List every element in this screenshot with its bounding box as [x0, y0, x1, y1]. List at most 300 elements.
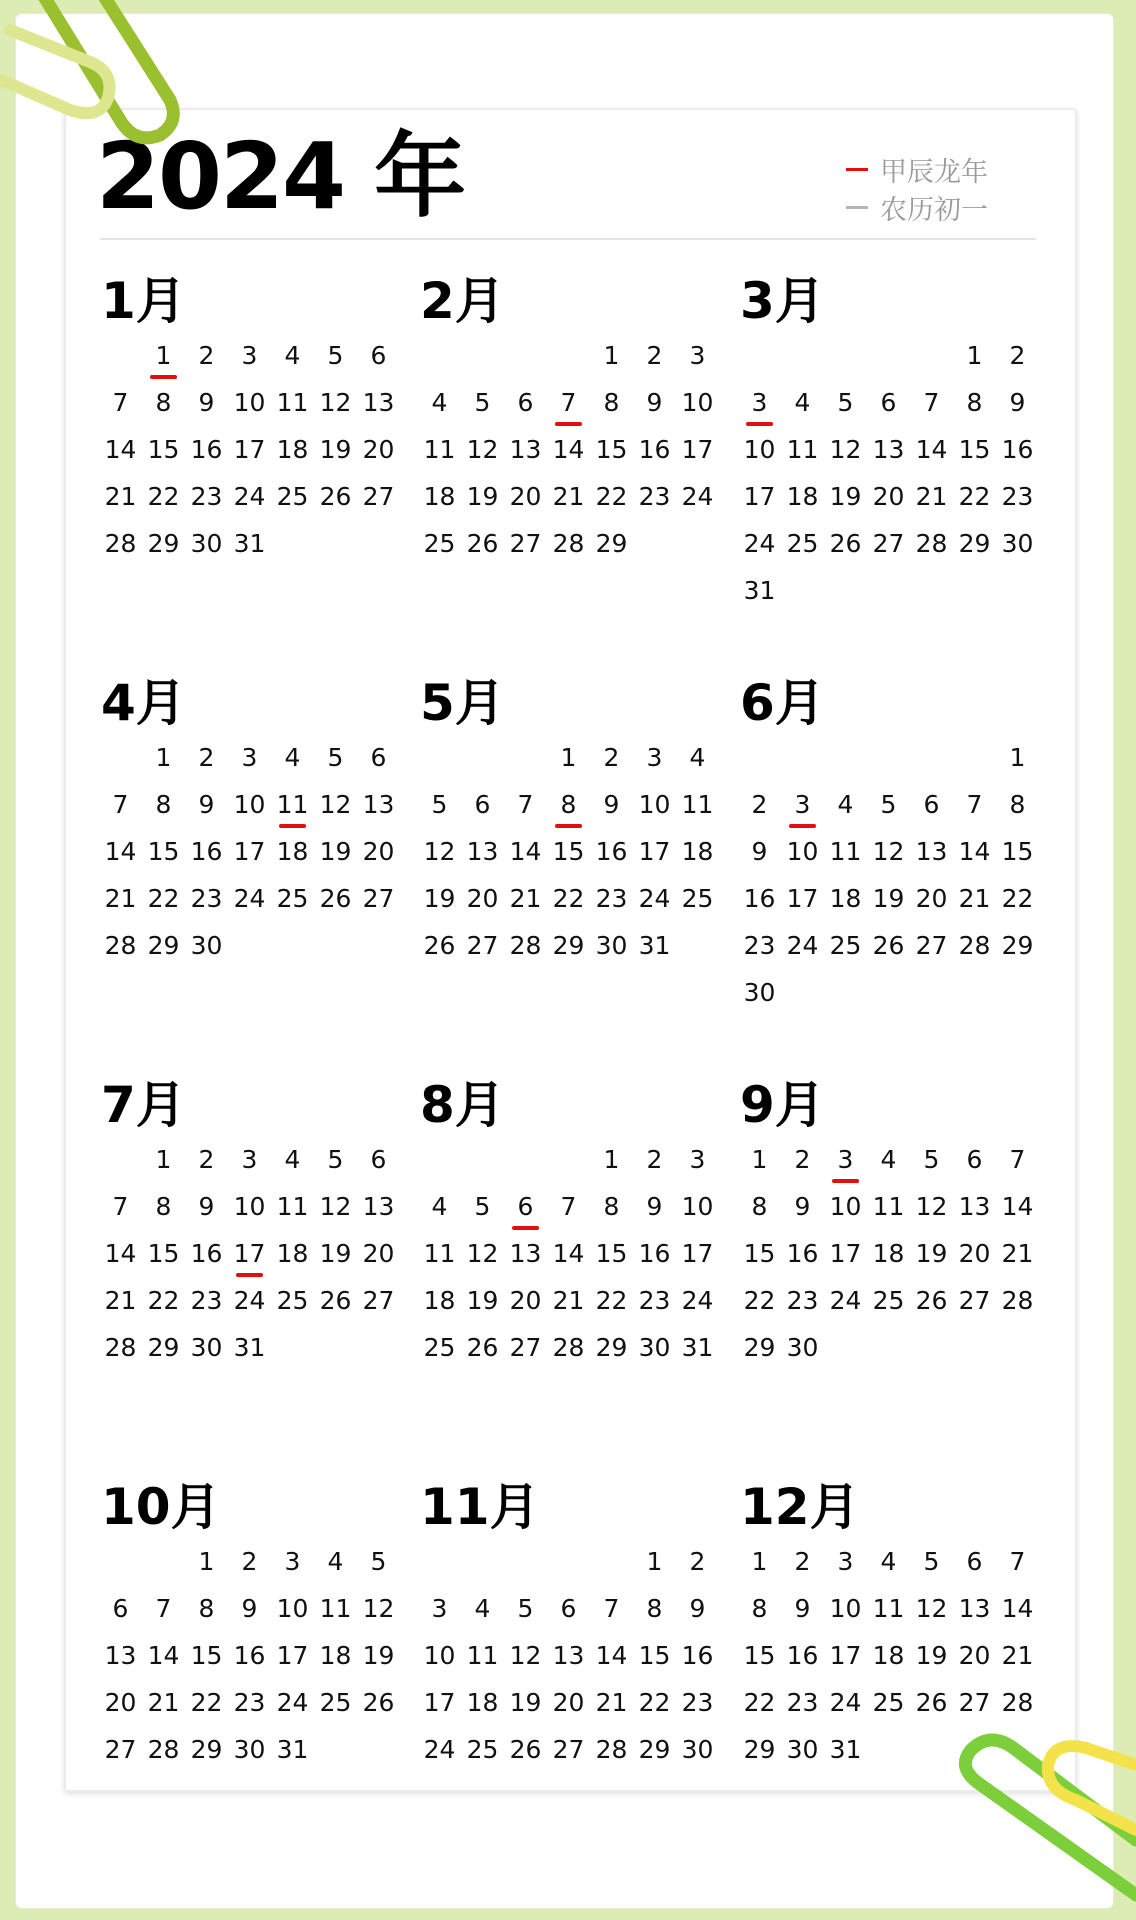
day-cell: 1	[966, 341, 983, 370]
day-cell: 2	[198, 341, 215, 370]
empty-cell	[867, 740, 910, 787]
day-cell: 16	[190, 837, 223, 866]
day-cell: 21	[595, 1688, 628, 1717]
day-cell: 5	[474, 1192, 491, 1221]
day-cell: 6	[517, 388, 534, 417]
day-cell: 25	[276, 482, 309, 511]
day-cell: 25	[829, 931, 862, 960]
day-cell: 2	[794, 1145, 811, 1174]
day-cell: 7	[112, 1192, 129, 1221]
day-cell: 7	[1009, 1547, 1026, 1576]
day-cell: 29	[743, 1735, 776, 1764]
day-cell: 14	[552, 435, 585, 464]
paper-clip-bottom-right-icon	[936, 1690, 1136, 1920]
month-title: 9月	[740, 1076, 825, 1134]
day-cell: 8	[155, 790, 172, 819]
day-cell: 20	[362, 837, 395, 866]
empty-cell	[504, 1142, 547, 1189]
day-cell: 31	[638, 931, 671, 960]
day-cell: 24	[276, 1688, 309, 1717]
day-cell: 3	[837, 1547, 854, 1576]
day-grid	[99, 338, 399, 573]
empty-cell	[99, 338, 142, 385]
day-cell: 17	[233, 837, 266, 866]
day-cell: 28	[552, 1333, 585, 1362]
day-cell: 26	[509, 1735, 542, 1764]
day-cell: 8	[751, 1594, 768, 1623]
day-cell: 28	[104, 931, 137, 960]
day-cell: 4	[689, 743, 706, 772]
day-cell: 21	[958, 884, 991, 913]
day-cell: 31	[233, 1333, 266, 1362]
day-cell: 22	[743, 1286, 776, 1315]
day-cell: 9	[794, 1192, 811, 1221]
empty-cell	[99, 1544, 142, 1591]
day-cell: 13	[362, 1192, 395, 1221]
month-title: 6月	[740, 674, 825, 732]
day-cell: 13	[958, 1192, 991, 1221]
day-cell: 30	[190, 1333, 223, 1362]
empty-cell	[418, 1544, 461, 1591]
month-title: 2月	[420, 272, 505, 330]
empty-cell	[461, 740, 504, 787]
day-cell: 30	[638, 1333, 671, 1362]
day-cell: 4	[284, 1145, 301, 1174]
day-cell: 16	[190, 435, 223, 464]
day-cell: 6	[966, 1145, 983, 1174]
header-divider	[100, 238, 1036, 240]
day-cell: 13	[362, 388, 395, 417]
day-cell: 15	[743, 1641, 776, 1670]
day-cell: 27	[509, 1333, 542, 1362]
day-cell: 26	[915, 1286, 948, 1315]
day-cell: 22	[638, 1688, 671, 1717]
day-cell: 19	[466, 1286, 499, 1315]
day-cell: 23	[1001, 482, 1034, 511]
day-cell: 28	[958, 931, 991, 960]
month-title: 8月	[420, 1076, 505, 1134]
day-cell: 2	[794, 1547, 811, 1576]
day-cell: 20	[509, 1286, 542, 1315]
day-cell: 8	[603, 388, 620, 417]
day-cell: 19	[872, 884, 905, 913]
day-cell: 28	[104, 1333, 137, 1362]
day-cell: 15	[595, 1239, 628, 1268]
day-cell: 4	[284, 743, 301, 772]
day-cell: 27	[104, 1735, 137, 1764]
day-cell: 27	[362, 884, 395, 913]
day-cell: 17	[786, 884, 819, 913]
day-cell: 20	[509, 482, 542, 511]
day-cell: 9	[646, 1192, 663, 1221]
day-cell: 16	[638, 1239, 671, 1268]
day-cell: 6	[474, 790, 491, 819]
day-cell: 20	[362, 1239, 395, 1268]
day-cell: 11	[423, 1239, 456, 1268]
day-cell: 9	[794, 1594, 811, 1623]
day-cell: 31	[276, 1735, 309, 1764]
day-cell: 24	[233, 482, 266, 511]
day-cell: 25	[786, 529, 819, 558]
day-cell: 4	[327, 1547, 344, 1576]
day-cell: 29	[595, 1333, 628, 1362]
day-cell: 29	[595, 529, 628, 558]
day-grid	[418, 1142, 718, 1377]
month-title: 4月	[101, 674, 186, 732]
day-cell: 19	[466, 482, 499, 511]
month-1	[99, 270, 399, 573]
legend-label: 甲辰龙年	[880, 156, 988, 188]
day-cell: 27	[362, 1286, 395, 1315]
day-cell: 2	[751, 790, 768, 819]
day-cell: 24	[638, 884, 671, 913]
day-cell: 11	[319, 1594, 352, 1623]
day-cell: 13	[362, 790, 395, 819]
day-cell: 5	[431, 790, 448, 819]
day-cell: 1	[751, 1547, 768, 1576]
day-cell: 14	[104, 837, 137, 866]
day-cell: 19	[509, 1688, 542, 1717]
empty-cell	[461, 1142, 504, 1189]
day-cell: 18	[681, 837, 714, 866]
day-cell: 13	[509, 435, 542, 464]
day-cell: 27	[872, 529, 905, 558]
day-cell: 23	[786, 1286, 819, 1315]
day-cell: 12	[319, 790, 352, 819]
day-cell: 28	[552, 529, 585, 558]
day-grid	[99, 1544, 399, 1779]
day-cell: 5	[327, 341, 344, 370]
day-cell: 23	[638, 482, 671, 511]
day-cell: 1	[155, 743, 172, 772]
empty-cell	[547, 1544, 590, 1591]
day-grid	[738, 740, 1038, 1022]
day-cell: 18	[276, 837, 309, 866]
day-cell: 4	[284, 341, 301, 370]
day-cell: 29	[958, 529, 991, 558]
month-5	[418, 672, 718, 975]
empty-cell	[418, 740, 461, 787]
day-cell: 5	[474, 388, 491, 417]
month-11	[418, 1476, 718, 1779]
day-cell: 14	[552, 1239, 585, 1268]
day-cell: 7	[1009, 1145, 1026, 1174]
day-cell: 30	[190, 529, 223, 558]
day-cell: 16	[190, 1239, 223, 1268]
day-cell: 23	[681, 1688, 714, 1717]
day-cell-lunar-new-month: 17	[228, 1236, 271, 1283]
day-cell: 10	[423, 1641, 456, 1670]
day-cell: 28	[915, 529, 948, 558]
day-cell: 30	[786, 1735, 819, 1764]
day-cell: 28	[1001, 1688, 1034, 1717]
day-cell: 31	[743, 576, 776, 605]
day-cell: 26	[319, 1286, 352, 1315]
year-title: 2024 年	[96, 123, 465, 230]
day-cell: 10	[786, 837, 819, 866]
day-cell: 6	[880, 388, 897, 417]
day-cell: 3	[241, 1145, 258, 1174]
empty-cell	[504, 1544, 547, 1591]
day-cell: 11	[276, 388, 309, 417]
day-cell: 26	[466, 529, 499, 558]
month-9	[738, 1074, 1038, 1377]
empty-cell	[142, 1544, 185, 1591]
day-cell: 27	[915, 931, 948, 960]
day-cell: 7	[112, 388, 129, 417]
day-cell: 20	[958, 1641, 991, 1670]
day-cell: 1	[1009, 743, 1026, 772]
day-cell-lunar-new-month: 1	[142, 338, 185, 385]
day-cell: 14	[104, 435, 137, 464]
day-cell: 29	[638, 1735, 671, 1764]
day-cell: 14	[595, 1641, 628, 1670]
day-cell: 29	[743, 1333, 776, 1362]
empty-cell	[781, 338, 824, 385]
day-cell: 20	[915, 884, 948, 913]
legend-item-zodiac-year	[846, 150, 988, 188]
day-cell: 8	[751, 1192, 768, 1221]
day-cell: 23	[190, 1286, 223, 1315]
day-cell: 16	[233, 1641, 266, 1670]
day-cell-lunar-new-month: 11	[271, 787, 314, 834]
day-cell: 15	[552, 837, 585, 866]
month-6	[738, 672, 1038, 1022]
day-cell: 12	[829, 435, 862, 464]
day-cell: 14	[147, 1641, 180, 1670]
day-cell: 27	[362, 482, 395, 511]
day-cell: 30	[190, 931, 223, 960]
day-cell: 15	[743, 1239, 776, 1268]
day-cell: 14	[104, 1239, 137, 1268]
day-cell: 21	[104, 884, 137, 913]
day-cell: 10	[681, 388, 714, 417]
day-cell: 8	[603, 1192, 620, 1221]
day-cell: 25	[423, 1333, 456, 1362]
day-cell: 18	[276, 1239, 309, 1268]
day-cell: 2	[603, 743, 620, 772]
month-title: 5月	[420, 674, 505, 732]
day-cell: 2	[1009, 341, 1026, 370]
day-cell: 11	[829, 837, 862, 866]
day-cell: 12	[509, 1641, 542, 1670]
day-cell: 31	[233, 529, 266, 558]
month-title: 10月	[101, 1478, 221, 1536]
day-cell: 8	[155, 388, 172, 417]
day-cell: 10	[233, 790, 266, 819]
day-cell: 22	[595, 482, 628, 511]
day-cell: 22	[552, 884, 585, 913]
day-cell: 24	[681, 482, 714, 511]
day-cell: 10	[829, 1192, 862, 1221]
day-cell: 15	[958, 435, 991, 464]
month-10	[99, 1476, 399, 1779]
day-cell: 21	[552, 1286, 585, 1315]
day-grid	[418, 740, 718, 975]
day-cell: 6	[966, 1547, 983, 1576]
day-cell: 15	[1001, 837, 1034, 866]
day-cell: 20	[958, 1239, 991, 1268]
day-cell: 26	[423, 931, 456, 960]
day-cell: 8	[1009, 790, 1026, 819]
day-cell: 26	[872, 931, 905, 960]
day-cell: 21	[1001, 1641, 1034, 1670]
day-cell: 14	[915, 435, 948, 464]
day-cell: 8	[198, 1594, 215, 1623]
day-cell: 23	[233, 1688, 266, 1717]
day-cell: 18	[423, 1286, 456, 1315]
day-cell: 10	[638, 790, 671, 819]
day-cell: 5	[837, 388, 854, 417]
day-cell: 24	[829, 1688, 862, 1717]
day-cell: 31	[681, 1333, 714, 1362]
day-cell: 18	[872, 1239, 905, 1268]
day-cell: 23	[190, 482, 223, 511]
day-cell: 30	[233, 1735, 266, 1764]
day-cell: 4	[837, 790, 854, 819]
month-title: 12月	[740, 1478, 860, 1536]
day-cell: 10	[233, 1192, 266, 1221]
day-cell: 9	[751, 837, 768, 866]
day-cell-lunar-new-month: 3	[824, 1142, 867, 1189]
empty-cell	[824, 740, 867, 787]
day-cell: 12	[915, 1192, 948, 1221]
day-cell: 4	[431, 1192, 448, 1221]
day-cell: 9	[1009, 388, 1026, 417]
day-cell-lunar-new-month: 3	[738, 385, 781, 432]
paper-clip-top-left-icon	[0, 0, 200, 160]
empty-cell	[547, 338, 590, 385]
day-cell: 7	[517, 790, 534, 819]
day-cell: 29	[147, 529, 180, 558]
day-cell: 24	[743, 529, 776, 558]
day-cell: 25	[872, 1286, 905, 1315]
day-cell: 15	[190, 1641, 223, 1670]
day-cell: 28	[1001, 1286, 1034, 1315]
day-cell: 15	[638, 1641, 671, 1670]
day-cell: 20	[362, 435, 395, 464]
day-cell: 9	[198, 1192, 215, 1221]
day-cell: 3	[646, 743, 663, 772]
day-cell: 3	[689, 341, 706, 370]
day-cell: 19	[319, 837, 352, 866]
day-cell: 19	[362, 1641, 395, 1670]
day-cell: 29	[147, 1333, 180, 1362]
day-cell: 19	[423, 884, 456, 913]
day-cell: 12	[872, 837, 905, 866]
day-cell: 8	[646, 1594, 663, 1623]
day-cell: 24	[681, 1286, 714, 1315]
day-cell: 31	[829, 1735, 862, 1764]
day-grid	[99, 1142, 399, 1377]
day-cell: 29	[147, 931, 180, 960]
day-cell: 1	[155, 1145, 172, 1174]
day-cell: 20	[466, 884, 499, 913]
day-cell: 5	[370, 1547, 387, 1576]
day-cell: 17	[743, 482, 776, 511]
day-cell: 19	[915, 1641, 948, 1670]
day-cell: 17	[681, 1239, 714, 1268]
day-cell: 2	[646, 341, 663, 370]
day-cell: 4	[794, 388, 811, 417]
empty-cell	[461, 338, 504, 385]
day-cell: 18	[786, 482, 819, 511]
day-cell: 26	[319, 482, 352, 511]
day-cell: 23	[638, 1286, 671, 1315]
day-cell: 22	[147, 1286, 180, 1315]
day-cell: 22	[1001, 884, 1034, 913]
day-cell: 25	[276, 1286, 309, 1315]
day-cell: 4	[880, 1547, 897, 1576]
day-cell: 2	[689, 1547, 706, 1576]
day-cell: 9	[198, 388, 215, 417]
day-cell: 28	[509, 931, 542, 960]
month-title: 1月	[101, 272, 186, 330]
day-cell: 17	[423, 1688, 456, 1717]
empty-cell	[824, 338, 867, 385]
empty-cell	[953, 740, 996, 787]
day-cell: 10	[233, 388, 266, 417]
day-cell: 22	[147, 884, 180, 913]
month-8	[418, 1074, 718, 1377]
day-cell-lunar-new-month: 3	[781, 787, 824, 834]
empty-cell	[547, 1142, 590, 1189]
day-cell: 8	[155, 1192, 172, 1221]
month-2	[418, 270, 718, 573]
day-cell: 7	[603, 1594, 620, 1623]
day-cell: 2	[646, 1145, 663, 1174]
day-cell: 3	[431, 1594, 448, 1623]
empty-cell	[738, 740, 781, 787]
day-cell: 11	[423, 435, 456, 464]
day-cell: 26	[915, 1688, 948, 1717]
month-3	[738, 270, 1038, 620]
day-cell: 5	[517, 1594, 534, 1623]
day-cell: 11	[276, 1192, 309, 1221]
day-cell: 6	[370, 743, 387, 772]
day-cell: 16	[595, 837, 628, 866]
day-cell: 22	[743, 1688, 776, 1717]
day-cell: 22	[190, 1688, 223, 1717]
empty-cell	[99, 1142, 142, 1189]
day-cell: 23	[190, 884, 223, 913]
day-cell: 16	[786, 1641, 819, 1670]
day-cell: 4	[431, 388, 448, 417]
empty-cell	[504, 740, 547, 787]
month-title: 11月	[420, 1478, 540, 1536]
day-cell: 11	[872, 1594, 905, 1623]
day-cell: 28	[104, 529, 137, 558]
day-cell: 10	[743, 435, 776, 464]
day-cell: 15	[147, 837, 180, 866]
day-cell: 6	[112, 1594, 129, 1623]
empty-cell	[910, 740, 953, 787]
empty-cell	[418, 1142, 461, 1189]
day-cell: 7	[966, 790, 983, 819]
day-cell: 27	[958, 1286, 991, 1315]
day-cell: 9	[603, 790, 620, 819]
day-cell: 29	[552, 931, 585, 960]
day-cell: 14	[509, 837, 542, 866]
day-cell: 17	[829, 1641, 862, 1670]
day-cell: 30	[1001, 529, 1034, 558]
day-cell: 27	[552, 1735, 585, 1764]
day-cell-lunar-new-month: 7	[547, 385, 590, 432]
day-cell: 30	[786, 1333, 819, 1362]
day-cell: 13	[509, 1239, 542, 1268]
day-cell: 9	[689, 1594, 706, 1623]
day-grid	[738, 338, 1038, 620]
